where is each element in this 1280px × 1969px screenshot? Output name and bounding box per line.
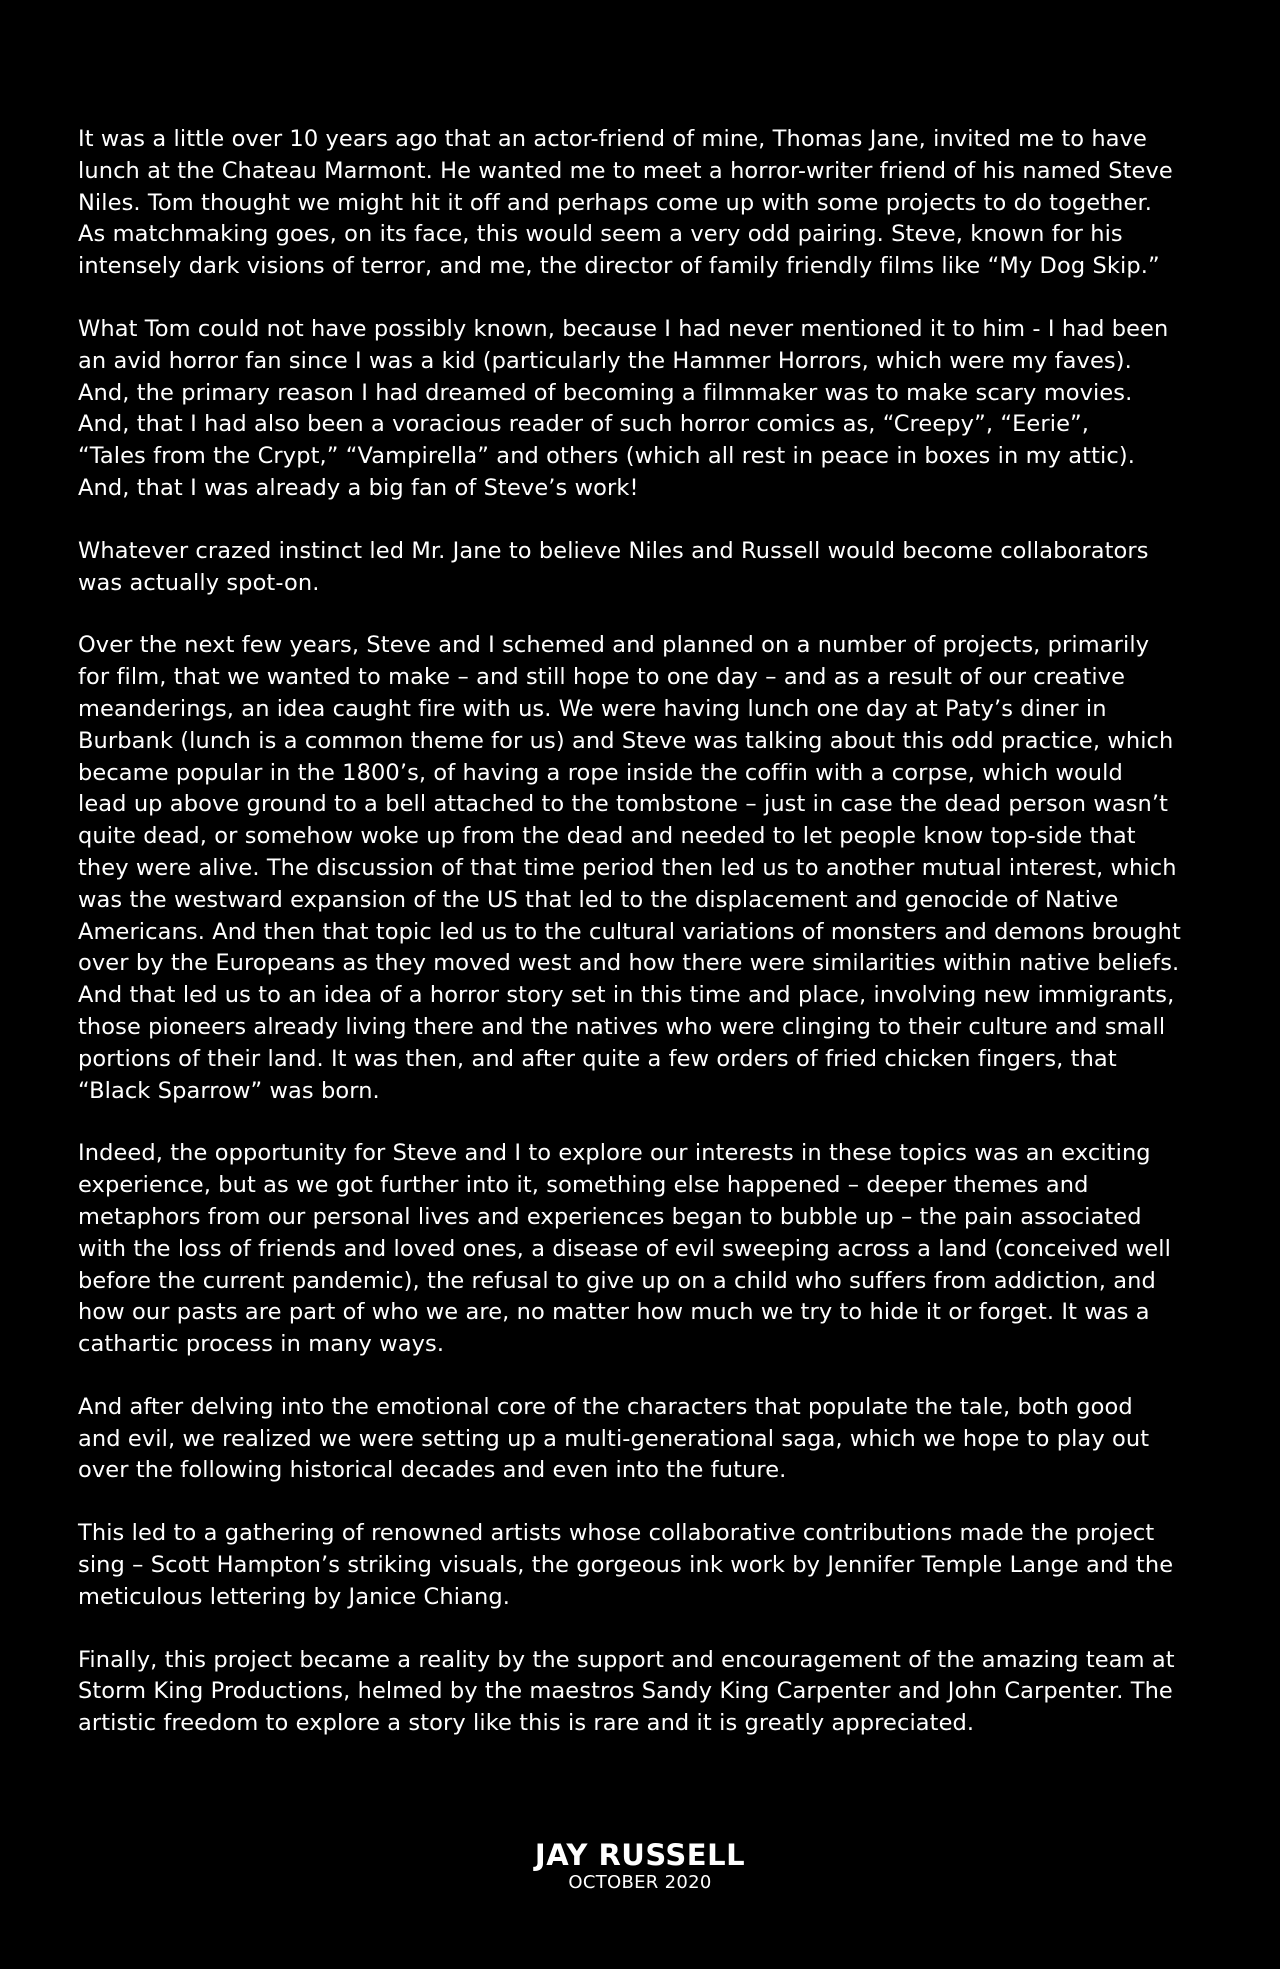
paragraph-spot-on: Whatever crazed instinct led Mr. Jane to believe Niles and Russell would become collaborators was actually spot-on. <box>78 537 1149 596</box>
paragraph-deeper-themes: Indeed, the opportunity for Steve and I to explore our interests in these topics was an exciting experience, but as we got further into it, something else happened – deeper themes and metaphors from our personal lives and experiences began to bubble up – the pain associated with the loss of friends and loved ones, a disease of evil sweeping across a land (conceived well before the current pandemic), the refusal to give up on a child who suffers from addiction, and how our pasts are part of who we are, no matter how much we try to hide it or forget. It was a cathartic process in many ways. <box>78 1140 1171 1358</box>
paragraph-saga: And after delving into the emotional core of the characters that populate the tale, both good and evil, we realized we were setting up a multi-generational saga, which we hope to play out over the following historical decades and even into the future. <box>78 1393 1150 1484</box>
author-name: JAY RUSSELL <box>534 1838 746 1872</box>
paragraph-thanks: Finally, this project became a reality by the support and encouragement of the amazing team at Storm King Productions, helmed by the maestros Sandy King Carpenter and John Carpenter. The artistic freedom to explore a story like this is rare and it is greatly appreciated. <box>78 1646 1175 1737</box>
paragraph-artists: This led to a gathering of renowned artists whose collaborative contributions made the project sing – Scott Hampton’s striking visuals, the gorgeous ink work by Jennifer Temple Lange and the meticulous lettering by Janice Chiang. <box>78 1520 1174 1610</box>
paragraph-intro: It was a little over 10 years ago that an actor-friend of mine, Thomas Jane, invited me to have lunch at the Chateau Marmont. He wanted me to meet a horror-writer friend of his named Steve Niles. Tom thought we might hit it off and perhaps come up with some projects to do together. As matchmaking goes, on its face, this would seem a very odd pairing. Steve, known for his intensely dark visions of terror, and me, the director of family friendly films like “My Dog Skip.” <box>78 126 1173 280</box>
signature-block <box>0 1838 1280 1894</box>
signature-date: OCTOBER 2020 <box>568 1872 712 1893</box>
paragraph-horror-fan: What Tom could not have possibly known, because I had never mentioned it to him - I had been an avid horror fan since I was a kid (particularly the Hammer Horrors, which were my faves). And, the primary reason I had dreamed of becoming a filmmaker was to make scary movies. And, that I had also been a voracious reader of such horror comics as, “Creepy”, “Eerie”, “Tales from the Crypt,” “Vampirella” and others (which all rest in peace in boxes in my attic). And, that I was already a big fan of Steve’s work! <box>78 315 1169 501</box>
letter-body <box>78 124 1208 1771</box>
paragraph-origin-story: Over the next few years, Steve and I schemed and planned on a number of projects, primarily for film, that we wanted to make – and still hope to one day – and as a result of our creative meanderings, an idea caught fire with us. We were having lunch one day at Paty’s diner in Burbank (lunch is a common theme for us) and Steve was talking about this odd practice, which became popular in the 1800’s, of having a rope inside the coffin with a corpse, which would lead up above ground to a bell attached to the tombstone – just in case the dead person wasn’t quite dead, or somehow woke up from the dead and needed to let people know top-side that they were alive. The discussion of that time period then led us to another mutual interest, which was the westward expansion of the US that led to the displacement and genocide of Native Americans. And then that topic led us to the cultural variations of monsters and demons brought over by the Europeans as they moved west and how there were similarities within native beliefs. And that led us to an idea of a horror story set in this time and place, involving new immigrants, those pioneers already living there and the natives who were clinging to their culture and small portions of their land. It was then, and after quite a few orders of fried chicken fingers, that “Black Sparrow” was born. <box>78 632 1181 1104</box>
